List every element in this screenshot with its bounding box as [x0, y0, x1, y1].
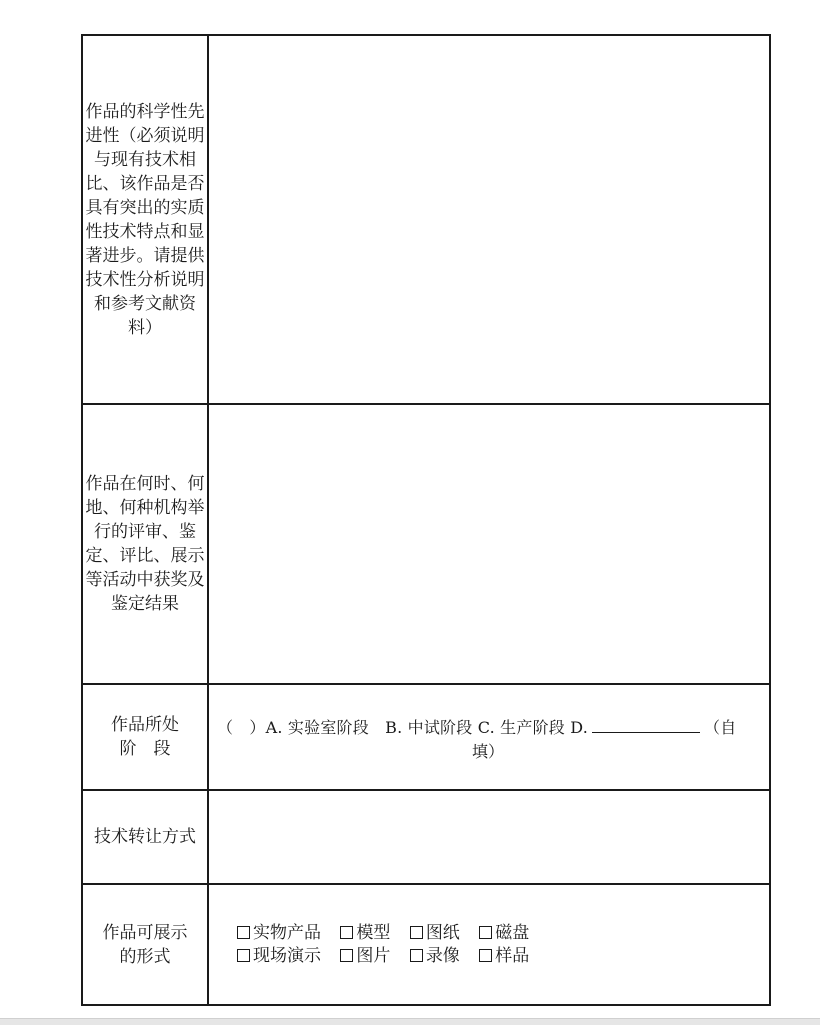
option-label: 图片	[356, 945, 391, 966]
field-transfer[interactable]	[208, 790, 770, 884]
field-awards[interactable]	[208, 404, 770, 684]
option-label: 样品	[495, 945, 530, 966]
label-stage-line2: 阶 段	[119, 739, 171, 759]
application-form-table	[81, 34, 771, 1006]
stage-d-blank[interactable]	[592, 718, 700, 733]
option-disk[interactable]	[479, 922, 529, 945]
label-science-text: 作品的科学性先进性（必须说明与现有技术相比、该作品是否具有突出的实质性技术特点和显著进步。请提供技术性分析说明和参考文献资料）	[85, 101, 205, 338]
label-awards-text: 作品在何时、何地、何种机构举行的评审、鉴定、评比、展示等活动中获奖及鉴定结果	[85, 474, 205, 614]
field-science[interactable]	[208, 35, 770, 404]
field-display	[208, 884, 770, 1005]
option-sample[interactable]	[479, 945, 529, 968]
label-transfer	[82, 790, 208, 884]
label-awards	[82, 404, 208, 684]
checkbox-icon[interactable]	[479, 949, 492, 962]
label-display	[82, 884, 208, 1005]
option-label: 录像	[425, 945, 460, 966]
checkbox-icon[interactable]	[340, 926, 353, 939]
option-label: 现场演示	[253, 945, 321, 966]
label-transfer-text: 技术转让方式	[94, 827, 196, 847]
option-pictures[interactable]	[340, 945, 390, 968]
stage-line1	[217, 716, 765, 740]
row-display	[82, 884, 770, 1005]
field-stage[interactable]	[208, 684, 770, 790]
checkbox-icon[interactable]	[410, 926, 423, 939]
option-drawings[interactable]	[410, 922, 460, 945]
label-display-line2: 的形式	[119, 946, 171, 967]
label-display-line1: 作品可展示	[102, 922, 188, 943]
stage-choices: （ ）A. 实验室阶段 B. 中试阶段 C. 生产阶段 D.	[217, 718, 589, 737]
stage-self-fill-close: 填）	[472, 742, 505, 761]
option-label: 磁盘	[495, 922, 530, 943]
stage-options	[209, 710, 769, 764]
option-label: 图纸	[425, 922, 460, 943]
display-options-row2	[237, 945, 769, 968]
row-awards	[82, 404, 770, 684]
checkbox-icon[interactable]	[237, 926, 250, 939]
row-stage	[82, 684, 770, 790]
option-label: 模型	[356, 922, 391, 943]
checkbox-icon[interactable]	[340, 949, 353, 962]
checkbox-icon[interactable]	[410, 949, 423, 962]
display-options	[209, 922, 769, 968]
option-physical-product[interactable]	[237, 922, 321, 945]
label-science	[82, 35, 208, 404]
option-video[interactable]	[410, 945, 460, 968]
stage-self-fill-open: （自	[704, 718, 737, 737]
option-label: 实物产品	[253, 922, 321, 943]
checkbox-icon[interactable]	[237, 949, 250, 962]
row-transfer	[82, 790, 770, 884]
row-science	[82, 35, 770, 404]
label-stage	[82, 684, 208, 790]
option-model[interactable]	[340, 922, 390, 945]
option-live-demo[interactable]	[237, 945, 321, 968]
checkbox-icon[interactable]	[479, 926, 492, 939]
display-options-row1	[237, 922, 769, 945]
label-stage-line1: 作品所处	[111, 715, 179, 735]
